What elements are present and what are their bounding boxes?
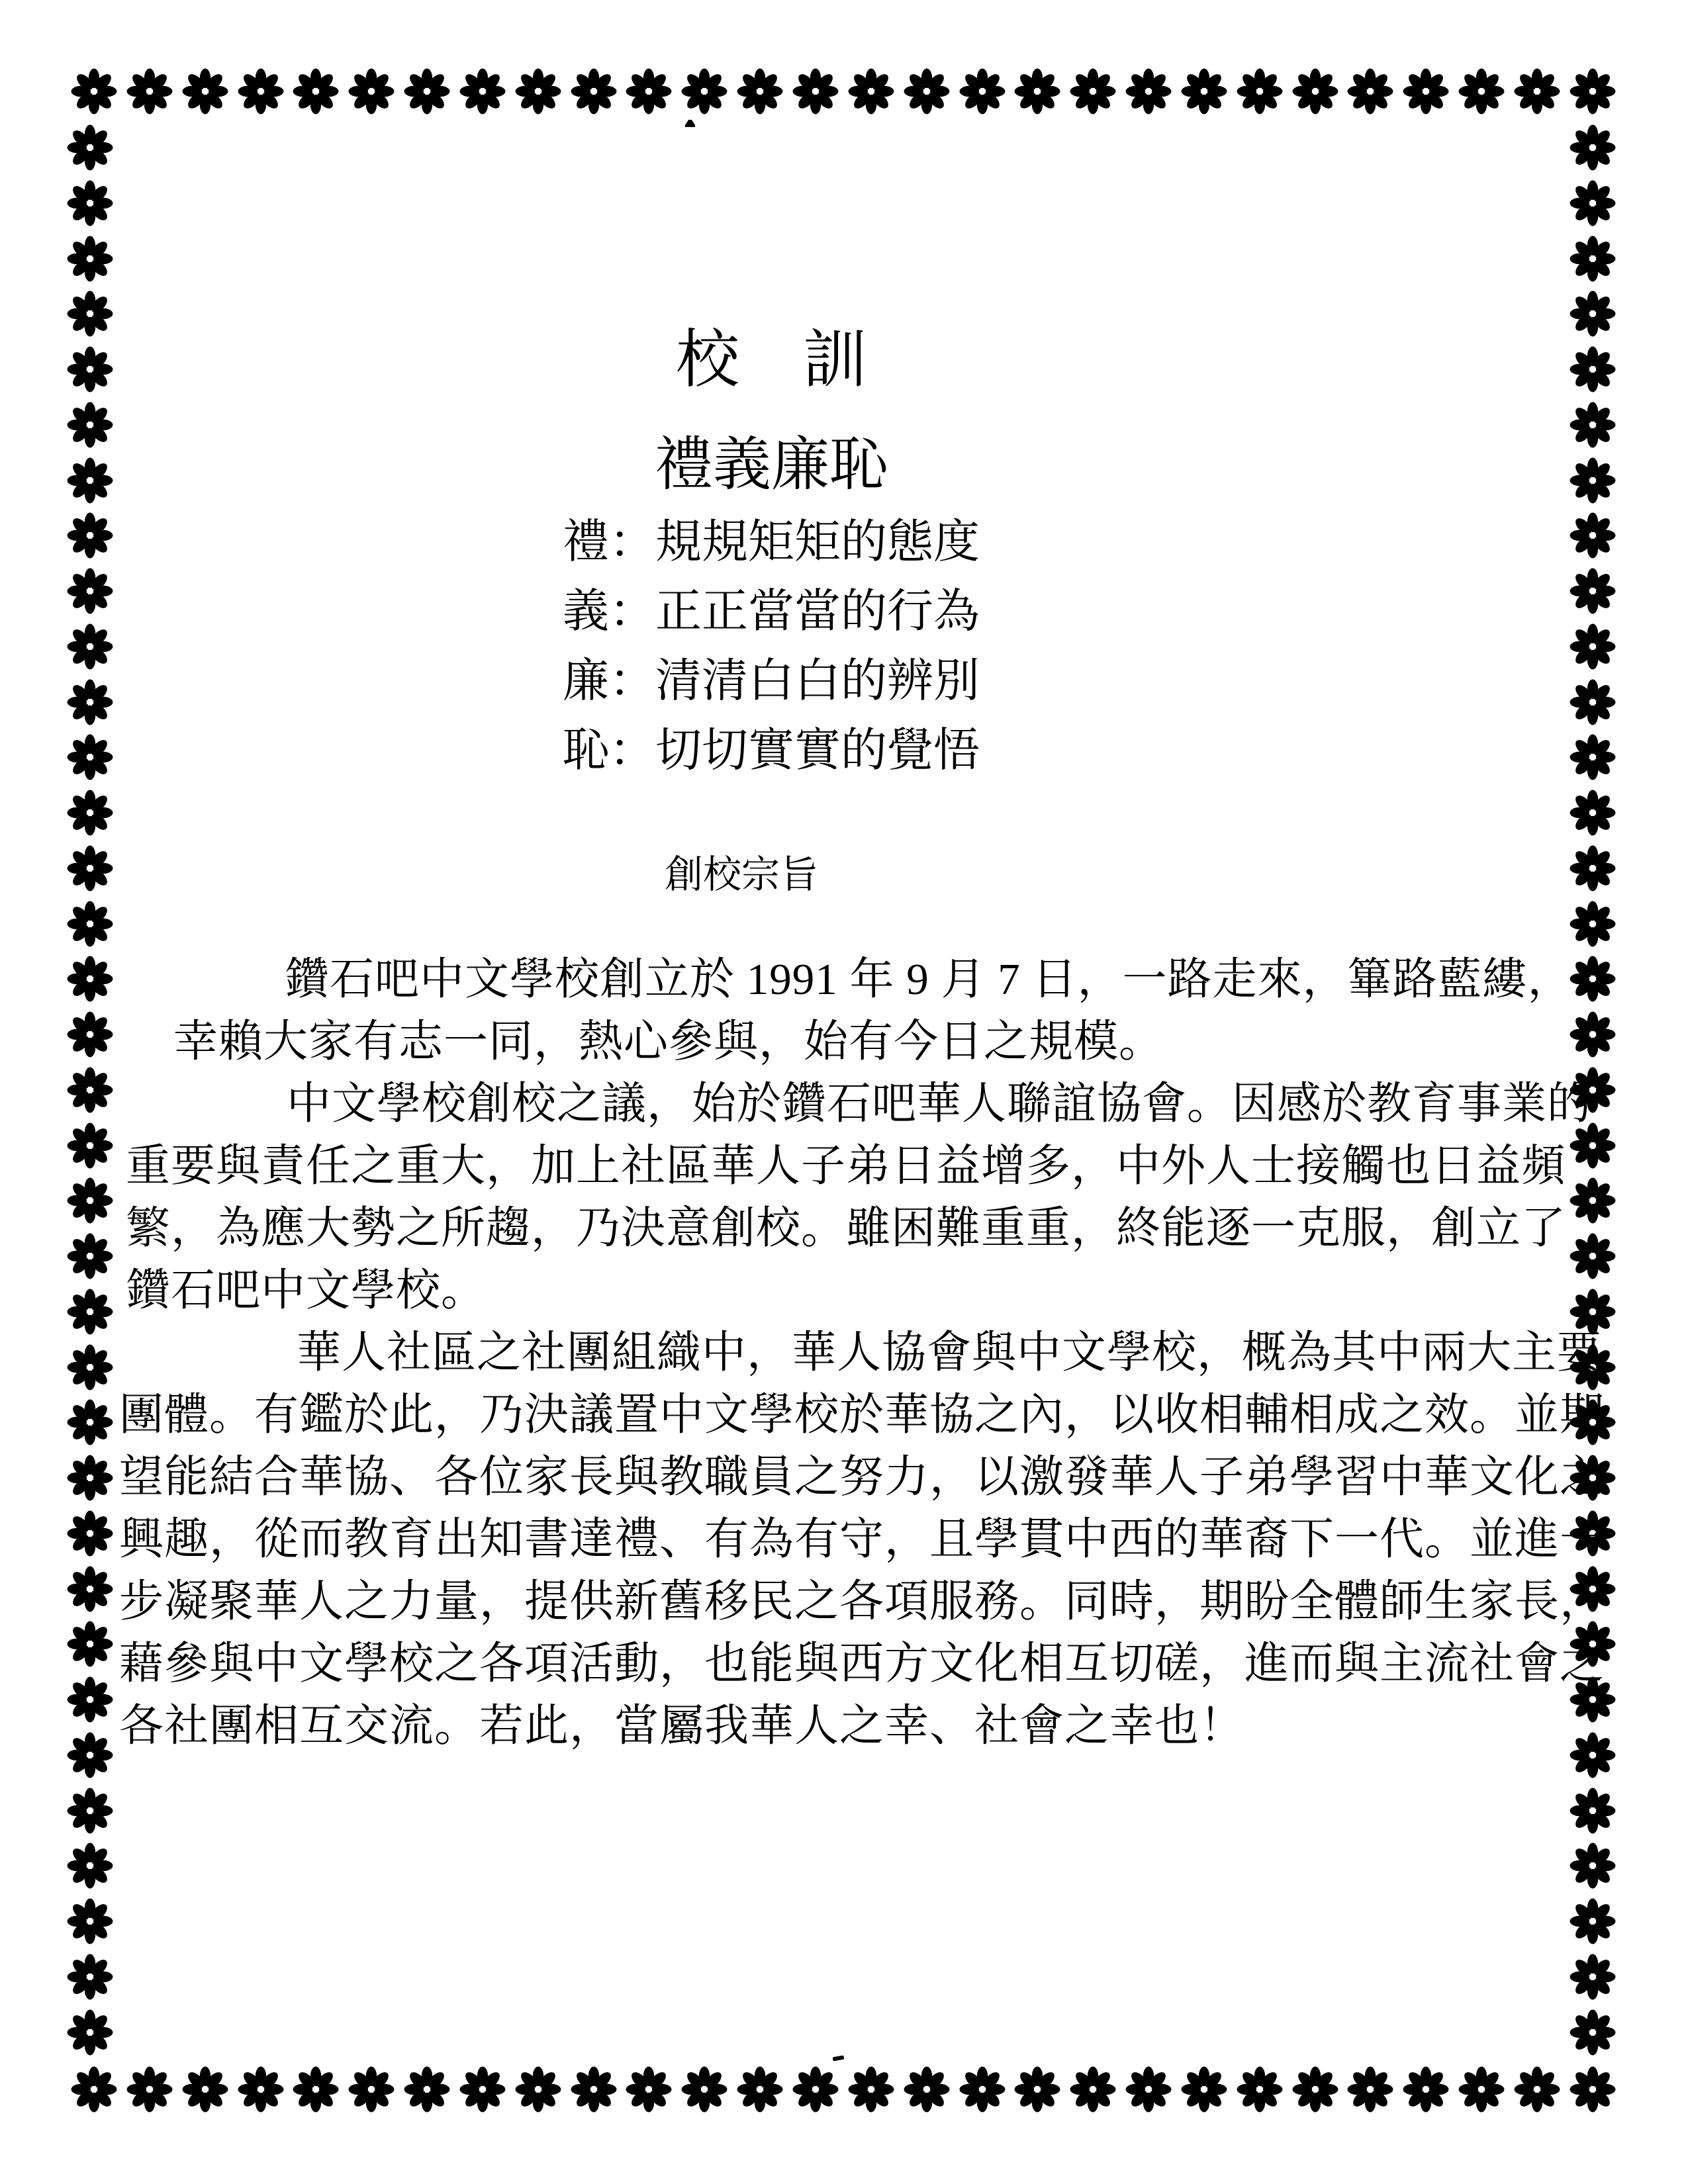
flower-asterisk-icon (681, 68, 727, 114)
flower-asterisk-icon (1570, 68, 1616, 114)
flower-asterisk-icon (1570, 1177, 1616, 1224)
ink-speck (833, 2056, 845, 2062)
flower-asterisk-icon (67, 1344, 113, 1390)
flower-asterisk-icon (1070, 68, 1116, 114)
flower-asterisk-icon (67, 790, 113, 836)
flower-asterisk-icon (571, 2066, 617, 2113)
flower-asterisk-icon (1570, 845, 1616, 891)
flower-asterisk-icon (238, 2066, 284, 2113)
flower-asterisk-icon (293, 2066, 339, 2113)
mission-heading: 創校宗旨 (664, 853, 818, 896)
flower-asterisk-icon (1125, 68, 1172, 114)
flower-asterisk-icon (1570, 1898, 1616, 1944)
flower-asterisk-icon (626, 2066, 672, 2113)
body-line: 望能結合華協、各位家長與教職員之努力，以激發華人子弟學習中華文化之 (119, 1453, 1605, 1502)
flower-asterisk-icon (67, 1399, 113, 1445)
flower-asterisk-icon (1458, 68, 1505, 114)
body-line: 藉參與中文學校之各項活動，也能與西方文化相互切磋，進而與主流社會之 (119, 1639, 1605, 1688)
flower-asterisk-icon (1570, 568, 1616, 614)
flower-asterisk-icon (1570, 790, 1616, 836)
flower-asterisk-icon (404, 2066, 450, 2113)
motto-definition-chi: 恥：切切實實的覺悟 (563, 725, 980, 776)
flower-asterisk-icon (1570, 402, 1616, 448)
flower-asterisk-icon (1514, 2066, 1560, 2113)
body-line: 中文學校創校之議，始於鑽石吧華人聯誼協會。因感於教育事業的 (287, 1079, 1592, 1128)
flower-asterisk-icon (1347, 2066, 1393, 2113)
flower-asterisk-icon (348, 68, 395, 114)
motto-definition-lian: 廉：清清白白的辨別 (563, 656, 980, 707)
flower-asterisk-icon (348, 2066, 395, 2113)
flower-asterisk-icon (1570, 457, 1616, 504)
flower-asterisk-icon (626, 68, 672, 114)
flower-asterisk-icon (67, 1011, 113, 1058)
flower-asterisk-icon (792, 68, 839, 114)
flower-asterisk-icon (1292, 2066, 1338, 2113)
flower-asterisk-icon (67, 1455, 113, 1501)
motto-definition-yi: 義：正正當當的行為 (563, 586, 980, 637)
flower-asterisk-icon (404, 68, 450, 114)
border-bottom (71, 2066, 1616, 2113)
border-left (67, 124, 113, 2056)
flower-asterisk-icon (1292, 68, 1338, 114)
flower-asterisk-icon (1014, 2066, 1060, 2113)
flower-asterisk-icon (1570, 236, 1616, 282)
flower-asterisk-icon (1570, 346, 1616, 392)
flower-asterisk-icon (1570, 291, 1616, 337)
flower-asterisk-icon (67, 1732, 113, 1778)
flower-asterisk-icon (1570, 512, 1616, 559)
flower-asterisk-icon (1570, 1788, 1616, 1834)
flower-asterisk-icon (1181, 68, 1227, 114)
ink-speck (685, 120, 695, 127)
flower-asterisk-icon (959, 68, 1006, 114)
body-line: 各社團相互交流。若此，當屬我華人之幸、社會之幸也！ (119, 1702, 1244, 1751)
flower-asterisk-icon (848, 2066, 894, 2113)
flower-asterisk-icon (1514, 68, 1560, 114)
body-line: 重要與責任之重大，加上社區華人子弟日益增多，中外人士接觸也日益頻 (126, 1142, 1566, 1191)
body-line: 幸賴大家有志一同，熱心參與，始有今日之規模。 (173, 1017, 1164, 1066)
body-line: 興趣，從而教育出知書達禮、有為有守，且學貫中西的華裔下一代。並進一 (119, 1515, 1605, 1564)
flower-asterisk-icon (1237, 2066, 1283, 2113)
flower-asterisk-icon (67, 236, 113, 282)
flower-asterisk-icon (67, 124, 113, 171)
flower-asterisk-icon (459, 68, 506, 114)
flower-asterisk-icon (67, 1122, 113, 1169)
flower-asterisk-icon (67, 1954, 113, 2000)
flower-asterisk-icon (1570, 1011, 1616, 1058)
flower-asterisk-icon (681, 2066, 727, 2113)
flower-asterisk-icon (904, 68, 950, 114)
body-line: 鑽石吧中文學校創立於 1991 年 9 月 7 日，一路走來，篳路藍縷， (285, 955, 1573, 1004)
flower-asterisk-icon (1570, 623, 1616, 670)
flower-asterisk-icon (67, 2009, 113, 2056)
flower-asterisk-icon (1570, 956, 1616, 1002)
flower-asterisk-icon (1570, 180, 1616, 226)
flower-asterisk-icon (182, 68, 228, 114)
flower-asterisk-icon (67, 1898, 113, 1944)
flower-asterisk-icon (515, 68, 561, 114)
flower-asterisk-icon (737, 2066, 783, 2113)
body-line: 團體。有鑑於此，乃決議置中文學校於華協之內，以收相輔相成之效。並期 (119, 1390, 1605, 1439)
flower-asterisk-icon (1570, 2066, 1616, 2113)
flower-asterisk-icon (67, 1510, 113, 1557)
motto-definition-li: 禮：規規矩矩的態度 (563, 517, 980, 568)
flower-asterisk-icon (1570, 734, 1616, 780)
motto-subtitle: 禮義廉恥 (654, 433, 888, 498)
flower-asterisk-icon (67, 1289, 113, 1335)
flower-asterisk-icon (737, 68, 783, 114)
flower-asterisk-icon (67, 1233, 113, 1279)
flower-asterisk-icon (1570, 1233, 1616, 1279)
flower-asterisk-icon (571, 68, 617, 114)
flower-asterisk-icon (67, 1566, 113, 1612)
flower-asterisk-icon (67, 901, 113, 947)
flower-asterisk-icon (67, 1843, 113, 1889)
flower-asterisk-icon (238, 68, 284, 114)
flower-asterisk-icon (67, 1067, 113, 1113)
flower-asterisk-icon (293, 68, 339, 114)
flower-asterisk-icon (1237, 68, 1283, 114)
flower-asterisk-icon (1403, 68, 1449, 114)
flower-asterisk-icon (182, 2066, 228, 2113)
border-top (71, 68, 1616, 114)
flower-asterisk-icon (848, 68, 894, 114)
flower-asterisk-icon (459, 2066, 506, 2113)
flower-asterisk-icon (1458, 2066, 1505, 2113)
flower-asterisk-icon (126, 68, 173, 114)
flower-asterisk-icon (126, 2066, 173, 2113)
flower-asterisk-icon (1570, 2009, 1616, 2056)
flower-asterisk-icon (959, 2066, 1006, 2113)
flower-asterisk-icon (67, 956, 113, 1002)
flower-asterisk-icon (71, 68, 117, 114)
flower-asterisk-icon (67, 1177, 113, 1224)
flower-asterisk-icon (71, 2066, 117, 2113)
flower-asterisk-icon (67, 1621, 113, 1667)
flower-asterisk-icon (67, 1676, 113, 1723)
motto-title: 校 訓 (676, 324, 867, 395)
flower-asterisk-icon (1403, 2066, 1449, 2113)
body-line: 華人社區之社團組織中，華人協會與中文學校，概為其中兩大主要 (297, 1328, 1602, 1377)
flower-asterisk-icon (904, 2066, 950, 2113)
flower-asterisk-icon (1570, 1732, 1616, 1778)
body-line: 鑽石吧中文學校。 (126, 1266, 486, 1315)
flower-asterisk-icon (1570, 679, 1616, 725)
flower-asterisk-icon (1347, 68, 1393, 114)
flower-asterisk-icon (792, 2066, 839, 2113)
flower-asterisk-icon (67, 180, 113, 226)
flower-asterisk-icon (67, 1788, 113, 1834)
flower-asterisk-icon (1181, 2066, 1227, 2113)
body-line: 步凝聚華人之力量，提供新舊移民之各項服務。同時，期盼全體師生家長， (119, 1577, 1605, 1626)
flower-asterisk-icon (1570, 1954, 1616, 2000)
flower-asterisk-icon (1570, 1843, 1616, 1889)
flower-asterisk-icon (1125, 2066, 1172, 2113)
flower-asterisk-icon (1570, 124, 1616, 171)
flower-asterisk-icon (515, 2066, 561, 2113)
flower-asterisk-icon (1570, 901, 1616, 947)
flower-asterisk-icon (1070, 2066, 1116, 2113)
flower-asterisk-icon (1014, 68, 1060, 114)
body-line: 繁，為應大勢之所趨，乃決意創校。雖困難重重，終能逐一克服，創立了 (126, 1204, 1566, 1253)
